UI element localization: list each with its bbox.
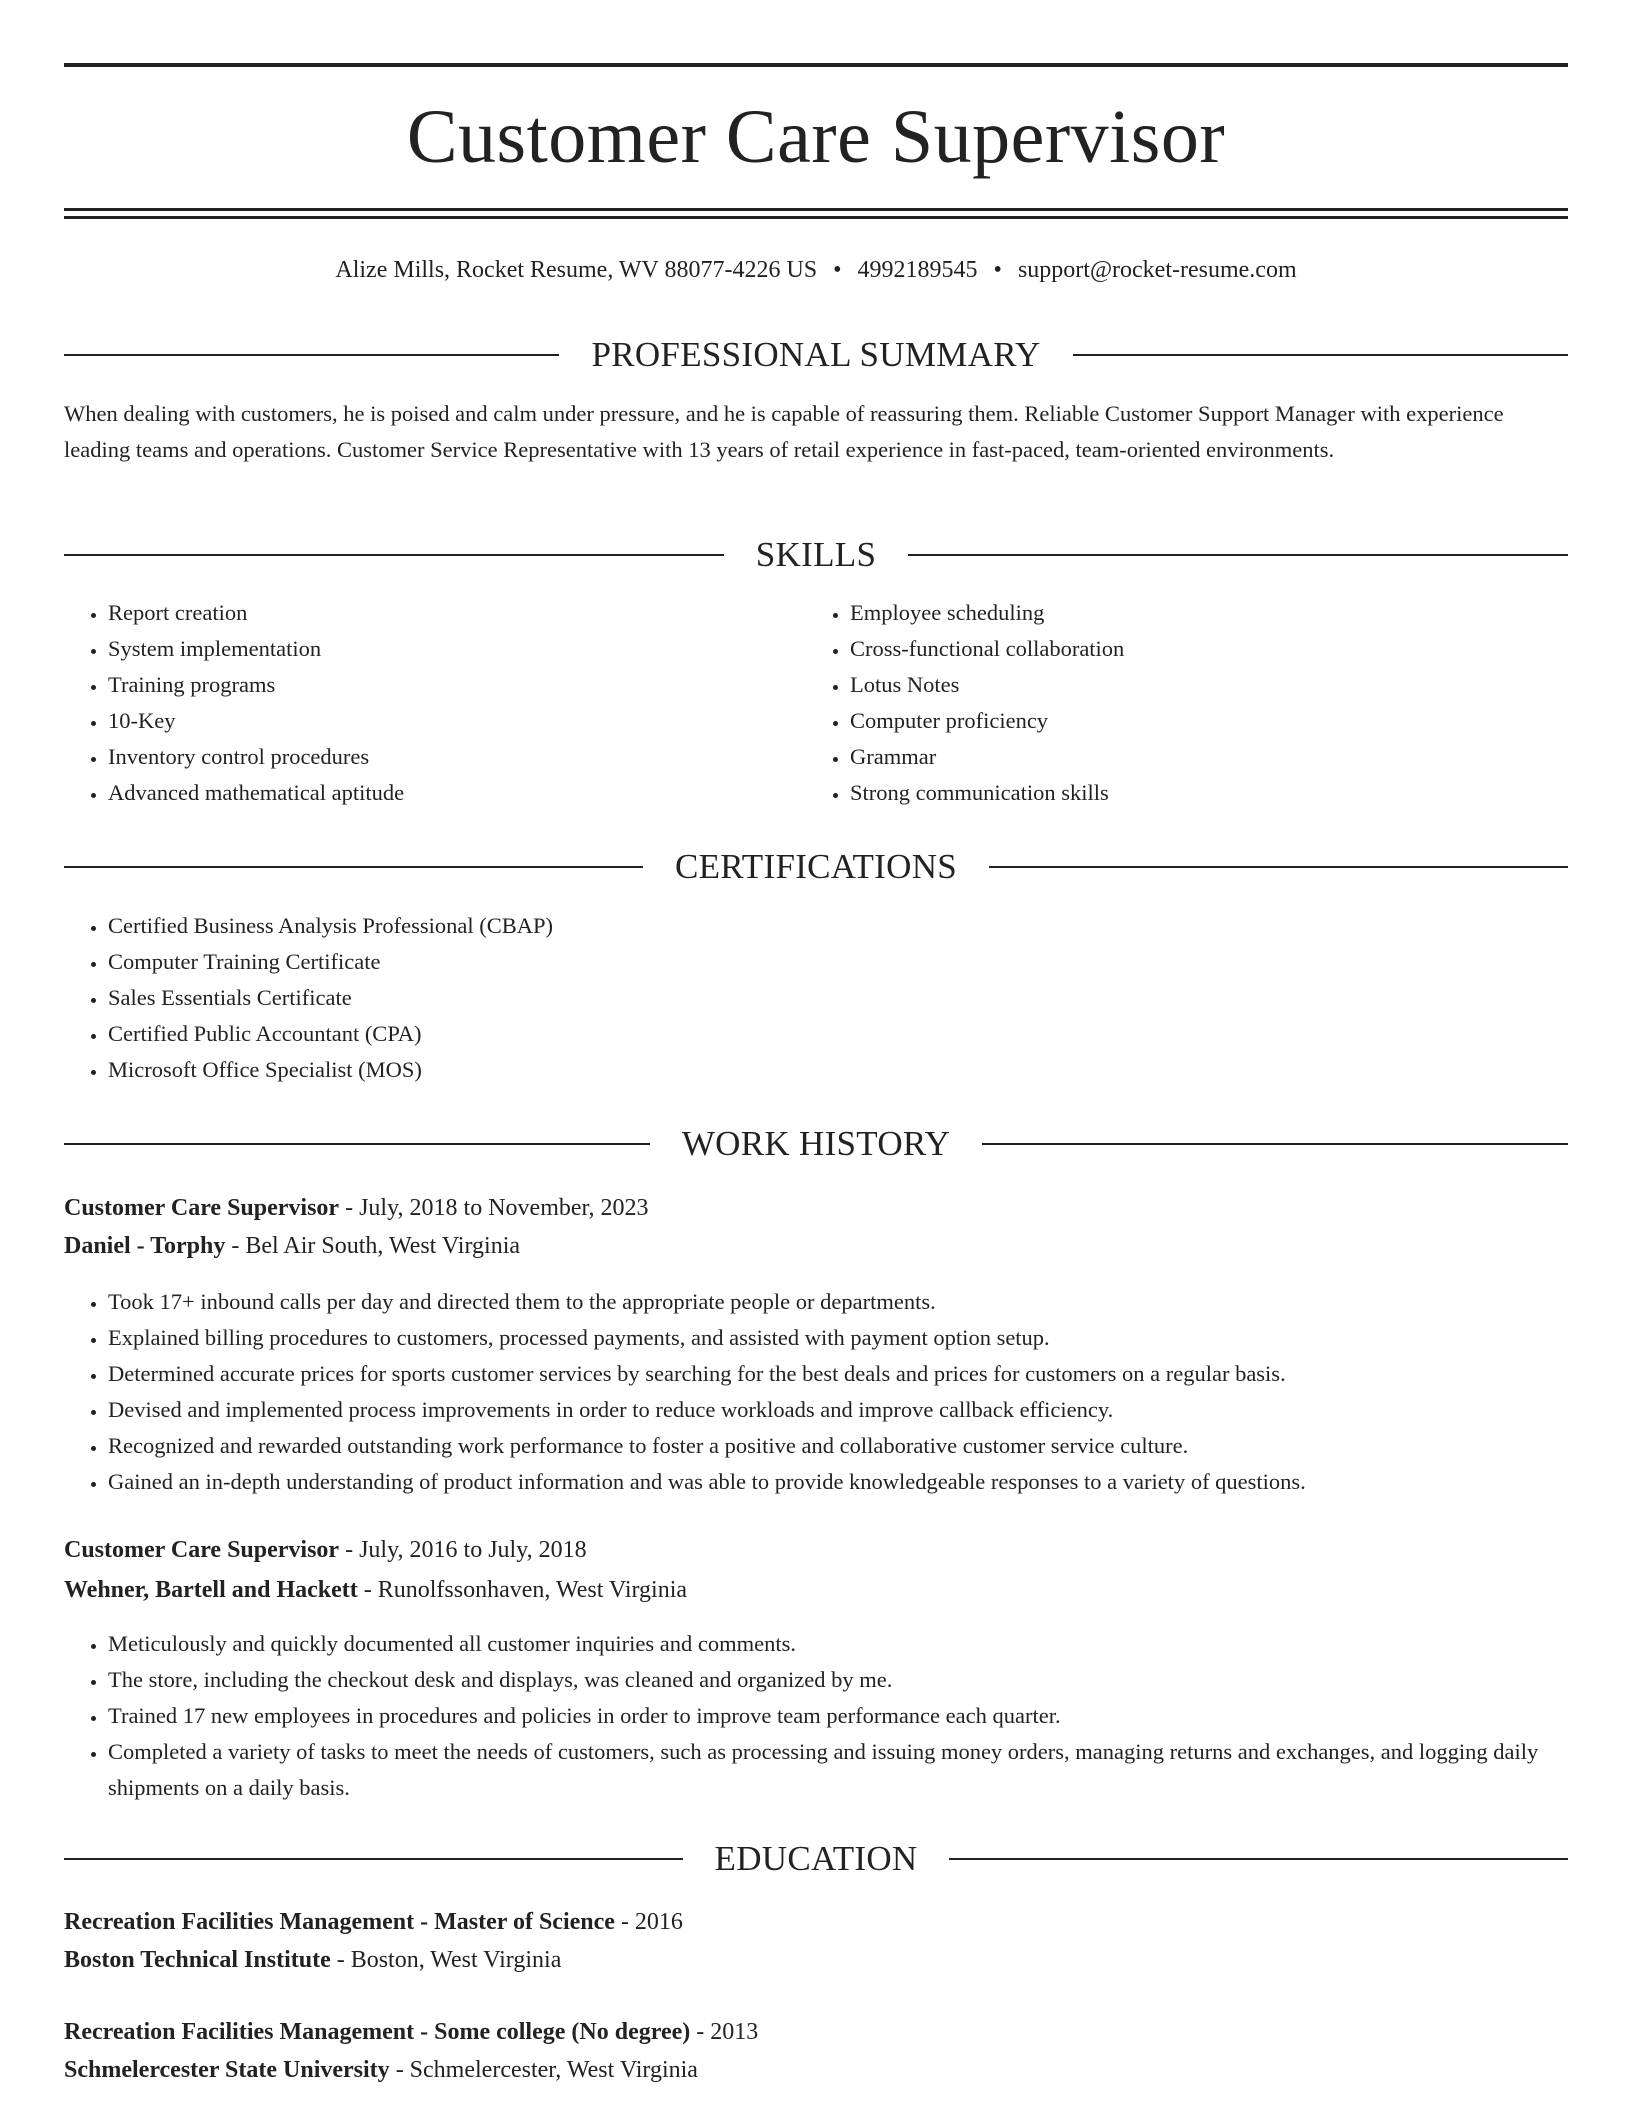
job-dates: - July, 2016 to July, 2018 <box>339 1537 587 1563</box>
job-bullet: • Explained billing procedures to customers, processed payments, and assisted with payment option setup. <box>108 1320 1568 1356</box>
divider-line <box>64 1858 683 1860</box>
divider-line <box>949 1858 1568 1860</box>
section-title: EDUCATION <box>714 1839 918 1878</box>
section-header-work <box>64 1122 1568 1166</box>
job-bullet: • Meticulously and quickly documented all customer inquiries and comments. <box>108 1626 1568 1662</box>
divider-line <box>982 1143 1568 1145</box>
contact-separator: • <box>833 257 842 283</box>
job-bullet: • Devised and implemented process improvements in order to reduce workloads and improve callback efficiency. <box>108 1392 1568 1428</box>
education-year: - 2016 <box>614 1909 683 1935</box>
certification-item: • Sales Essentials Certificate <box>108 980 1568 1016</box>
title-rule-upper <box>64 208 1568 211</box>
job-title-line <box>64 1189 1568 1227</box>
skill-item: • Strong communication skills <box>850 775 1610 811</box>
job-bullets <box>64 1284 1568 1500</box>
section-header-summary <box>64 333 1568 377</box>
certification-item: • Microsoft Office Specialist (MOS) <box>108 1052 1568 1088</box>
certification-item: • Computer Training Certificate <box>108 944 1568 980</box>
contact-email: support@rocket-resume.com <box>1017 257 1297 283</box>
divider-line <box>1073 354 1568 356</box>
skill-item: • Advanced mathematical aptitude <box>108 775 808 811</box>
job-bullet: • Completed a variety of tasks to meet the needs of customers, such as processing and issuing money orders, managing returns and exchanges, and logging daily shipments on a daily basis. <box>108 1734 1568 1806</box>
section-header-certifications <box>64 845 1568 889</box>
job-dates: - July, 2018 to November, 2023 <box>339 1195 649 1221</box>
skill-item: • Cross-functional collaboration <box>850 631 1610 667</box>
divider-line <box>989 866 1568 868</box>
contact-separator: • <box>993 257 1002 283</box>
job-location: - Bel Air South, West Virginia <box>225 1233 521 1259</box>
skill-item: • Inventory control procedures <box>108 739 808 775</box>
top-rule <box>64 63 1568 67</box>
education-school-line <box>64 2051 1568 2089</box>
contact-address: Alize Mills, Rocket Resume, WV 88077-4226 US <box>335 257 818 283</box>
certification-item: • Certified Public Accountant (CPA) <box>108 1016 1568 1052</box>
summary-text: When dealing with customers, he is poised and calm under pressure, and he is capable of reassuring them. Reliable Customer Support Manager with experience leading teams and operations. Customer Service Representative with 13 years of retail experience in fast-paced, team-oriented environments. <box>64 401 1504 462</box>
skills-list-left <box>64 595 808 811</box>
section-title: PROFESSIONAL SUMMARY <box>591 335 1041 374</box>
contact-line <box>64 254 1568 286</box>
skill-item: • Report creation <box>108 595 808 631</box>
section-title: WORK HISTORY <box>681 1124 951 1163</box>
job-company-line <box>64 1227 1568 1265</box>
section-header-skills <box>64 533 1568 577</box>
education-school: Schmelercester State University <box>64 2057 390 2083</box>
divider-line <box>64 866 643 868</box>
job-title-line <box>64 1531 1568 1569</box>
skill-item: • System implementation <box>108 631 808 667</box>
skill-item: • Computer proficiency <box>850 703 1610 739</box>
job-bullet: • Recognized and rewarded outstanding work performance to foster a positive and collaborative customer service culture. <box>108 1428 1568 1464</box>
divider-line <box>64 354 559 356</box>
education-degree: Recreation Facilities Management - Master of Science <box>64 1909 615 1935</box>
certification-item: • Certified Business Analysis Professional (CBAP) <box>108 908 1568 944</box>
resume-title: Customer Care Supervisor <box>406 95 1226 179</box>
education-year: - 2013 <box>690 2019 759 2045</box>
education-location: - Schmelercester, West Virginia <box>389 2057 698 2083</box>
education-school: Boston Technical Institute <box>64 1947 331 1973</box>
education-school-line <box>64 1941 1568 1979</box>
section-header-education <box>64 1837 1568 1881</box>
skill-item: • Training programs <box>108 667 808 703</box>
education-degree: Recreation Facilities Management - Some college (No degree) <box>64 2019 691 2045</box>
job-company-line <box>64 1571 1568 1609</box>
job-bullets <box>64 1626 1568 1806</box>
job-bullet: • Determined accurate prices for sports customer services by searching for the best deals and prices for customers on a regular basis. <box>108 1356 1568 1392</box>
job-bullet: • The store, including the checkout desk and displays, was cleaned and organized by me. <box>108 1662 1568 1698</box>
divider-line <box>64 554 724 556</box>
title-rule-lower <box>64 216 1568 219</box>
job-company: Wehner, Bartell and Hackett <box>64 1577 358 1603</box>
divider-line <box>908 554 1568 556</box>
education-degree-line <box>64 1903 1568 1941</box>
skills-list-right <box>806 595 1610 811</box>
skill-item: • 10-Key <box>108 703 808 739</box>
skill-item: • Lotus Notes <box>850 667 1610 703</box>
job-bullet: • Trained 17 new employees in procedures and policies in order to improve team performance each quarter. <box>108 1698 1568 1734</box>
education-degree-line <box>64 2013 1568 2051</box>
job-title: Customer Care Supervisor <box>64 1195 340 1221</box>
certifications-list <box>64 908 1568 1088</box>
contact-phone: 4992189545 <box>857 257 978 283</box>
section-title: CERTIFICATIONS <box>674 847 958 886</box>
skill-item: • Employee scheduling <box>850 595 1610 631</box>
job-bullet: • Gained an in-depth understanding of product information and was able to provide knowledgeable responses to a variety of questions. <box>108 1464 1568 1500</box>
education-location: - Boston, West Virginia <box>330 1947 562 1973</box>
skill-item: • Grammar <box>850 739 1610 775</box>
job-title: Customer Care Supervisor <box>64 1537 340 1563</box>
job-bullet: • Took 17+ inbound calls per day and directed them to the appropriate people or departments. <box>108 1284 1568 1320</box>
divider-line <box>64 1143 650 1145</box>
job-location: - Runolfssonhaven, West Virginia <box>357 1577 688 1603</box>
section-title: SKILLS <box>755 535 877 574</box>
job-company: Daniel - Torphy <box>64 1233 226 1259</box>
